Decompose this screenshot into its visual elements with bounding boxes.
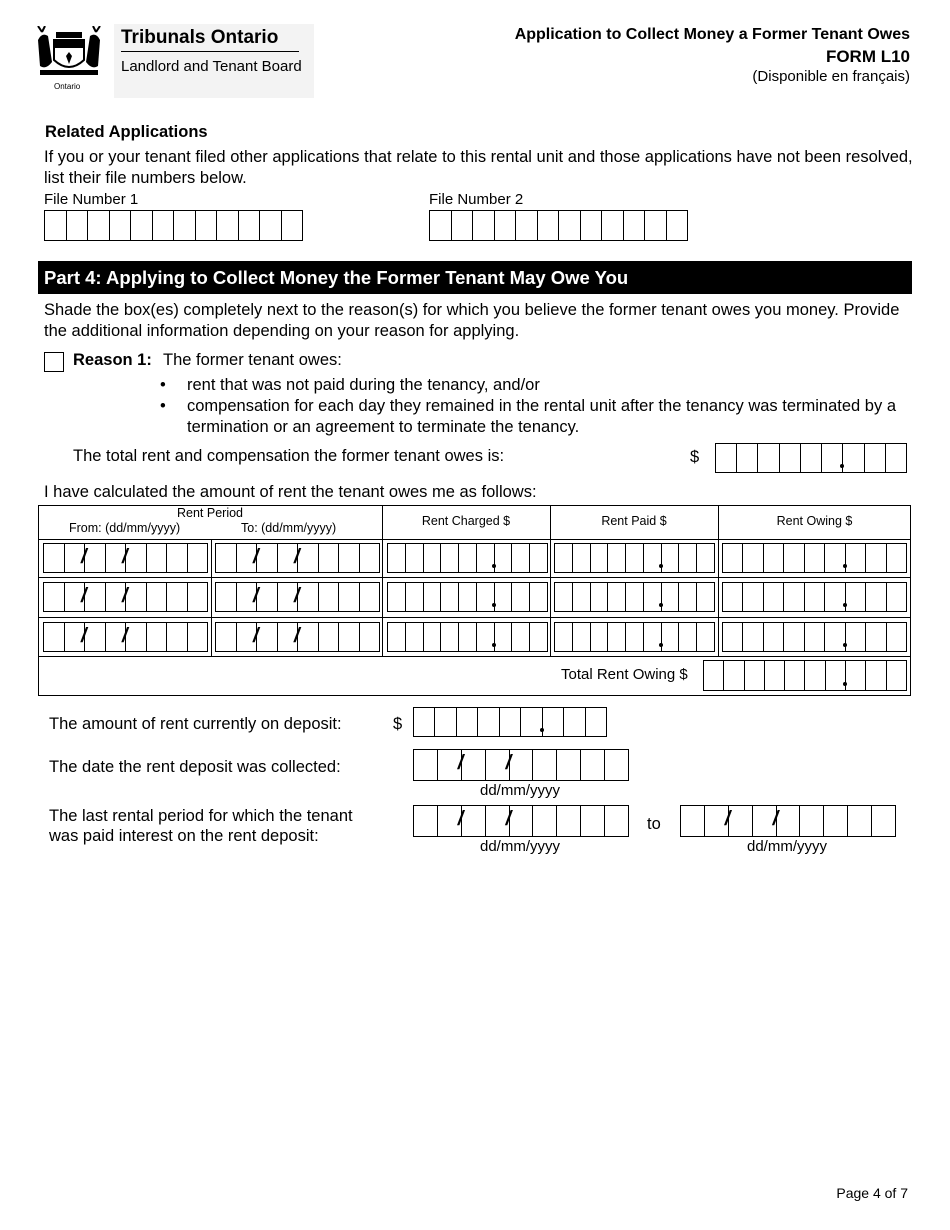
interest-from-date-input[interactable]: / / (413, 805, 629, 837)
interest-label-line1: The last rental period for which the tenant (49, 807, 353, 825)
table-divider (38, 539, 911, 540)
row3-from-date[interactable]: / / (43, 622, 208, 652)
row2-rent-charged[interactable] (387, 582, 548, 612)
file-number-1-label: File Number 1 (44, 191, 139, 208)
header-from: From: (dd/mm/yyyy) (69, 521, 181, 535)
form-title: Application to Collect Money a Former Tenant Owes (514, 26, 910, 43)
row1-to-date[interactable]: / / (215, 543, 380, 573)
file-number-2-input[interactable] (429, 210, 688, 241)
table-divider (38, 656, 911, 657)
row1-rent-owing[interactable] (722, 543, 907, 573)
row1-rent-paid[interactable] (554, 543, 715, 573)
deposit-date-hint: dd/mm/yyyy (480, 782, 561, 799)
row1-from-date[interactable]: / / (43, 543, 208, 573)
table-divider (38, 577, 911, 578)
header-rent-paid: Rent Paid $ (601, 514, 667, 528)
deposit-date-input[interactable]: / / (413, 749, 629, 781)
deposit-currency: $ (393, 715, 403, 733)
part4-instructions: Shade the box(es) completely next to the reason(s) for which you believe the former tenant owes you money. Provide the additional information depending on your reason for applying. (44, 301, 900, 340)
table-divider (38, 617, 911, 618)
bullet-item-1: rent that was not paid during the tenancy, and/or (187, 376, 540, 394)
calc-label: I have calculated the amount of rent the tenant owes me as follows: (44, 483, 537, 501)
total-owes-label: The total rent and compensation the former tenant owes is: (73, 447, 505, 465)
row3-rent-charged[interactable] (387, 622, 548, 652)
bullet-dot-2: • (160, 397, 166, 415)
file-number-1-input[interactable] (44, 210, 303, 241)
language-note: (Disponible en français) (752, 68, 910, 85)
row2-rent-owing[interactable] (722, 582, 907, 612)
header-rent-owing: Rent Owing $ (776, 514, 853, 528)
total-owes-input[interactable] (715, 443, 907, 473)
ontario-crest-logo (34, 26, 104, 92)
form-number: FORM L10 (825, 47, 910, 66)
table-divider (211, 539, 212, 657)
interest-to-date-input[interactable]: / / (680, 805, 896, 837)
reason1-label: Reason 1: (73, 351, 152, 369)
deposit-amount-input[interactable] (413, 707, 607, 737)
header-to: To: (dd/mm/yyyy) (241, 521, 337, 535)
related-heading: Related Applications (45, 123, 208, 141)
page-number: Page 4 of 7 (836, 1185, 908, 1201)
total-rent-owing-label: Total Rent Owing $ (561, 666, 688, 683)
crest-caption: Ontario (54, 82, 81, 91)
bullet-item-2: compensation for each day they remained in the rental unit after the tenancy was terminated by a termination or an agreement to terminate the tenancy. (187, 397, 896, 436)
header-rent-charged: Rent Charged $ (421, 514, 511, 528)
file-number-2-label: File Number 2 (429, 191, 524, 208)
related-text: If you or your tenant filed other applications that relate to this rental unit and those applications have not been resolved, list their file numbers below. (44, 148, 913, 187)
row2-to-date[interactable]: / / (215, 582, 380, 612)
deposit-date-label: The date the rent deposit was collected: (49, 758, 341, 776)
row3-rent-paid[interactable] (554, 622, 715, 652)
part4-banner: Part 4: Applying to Collect Money the Former Tenant May Owe You (38, 261, 912, 294)
org-name: Tribunals Ontario (121, 27, 279, 48)
interest-label-line2: was paid interest on the rent deposit: (49, 827, 319, 845)
row3-rent-owing[interactable] (722, 622, 907, 652)
deposit-amount-label: The amount of rent currently on deposit: (49, 715, 342, 733)
interest-to-hint: dd/mm/yyyy (747, 838, 828, 855)
reason1-checkbox[interactable] (44, 352, 64, 372)
board-name: Landlord and Tenant Board (121, 58, 302, 75)
reason1-text: The former tenant owes: (163, 351, 342, 369)
header-rent-period: Rent Period (176, 506, 243, 520)
row2-rent-paid[interactable] (554, 582, 715, 612)
total-owes-currency: $ (690, 448, 700, 466)
total-rent-owing-input[interactable] (703, 660, 907, 691)
row3-to-date[interactable]: / / (215, 622, 380, 652)
interest-from-hint: dd/mm/yyyy (480, 838, 561, 855)
bullet-dot-1: • (160, 376, 166, 394)
header-divider (121, 51, 299, 52)
row1-rent-charged[interactable] (387, 543, 548, 573)
interest-to-word: to (647, 815, 661, 833)
row2-from-date[interactable]: / / (43, 582, 208, 612)
